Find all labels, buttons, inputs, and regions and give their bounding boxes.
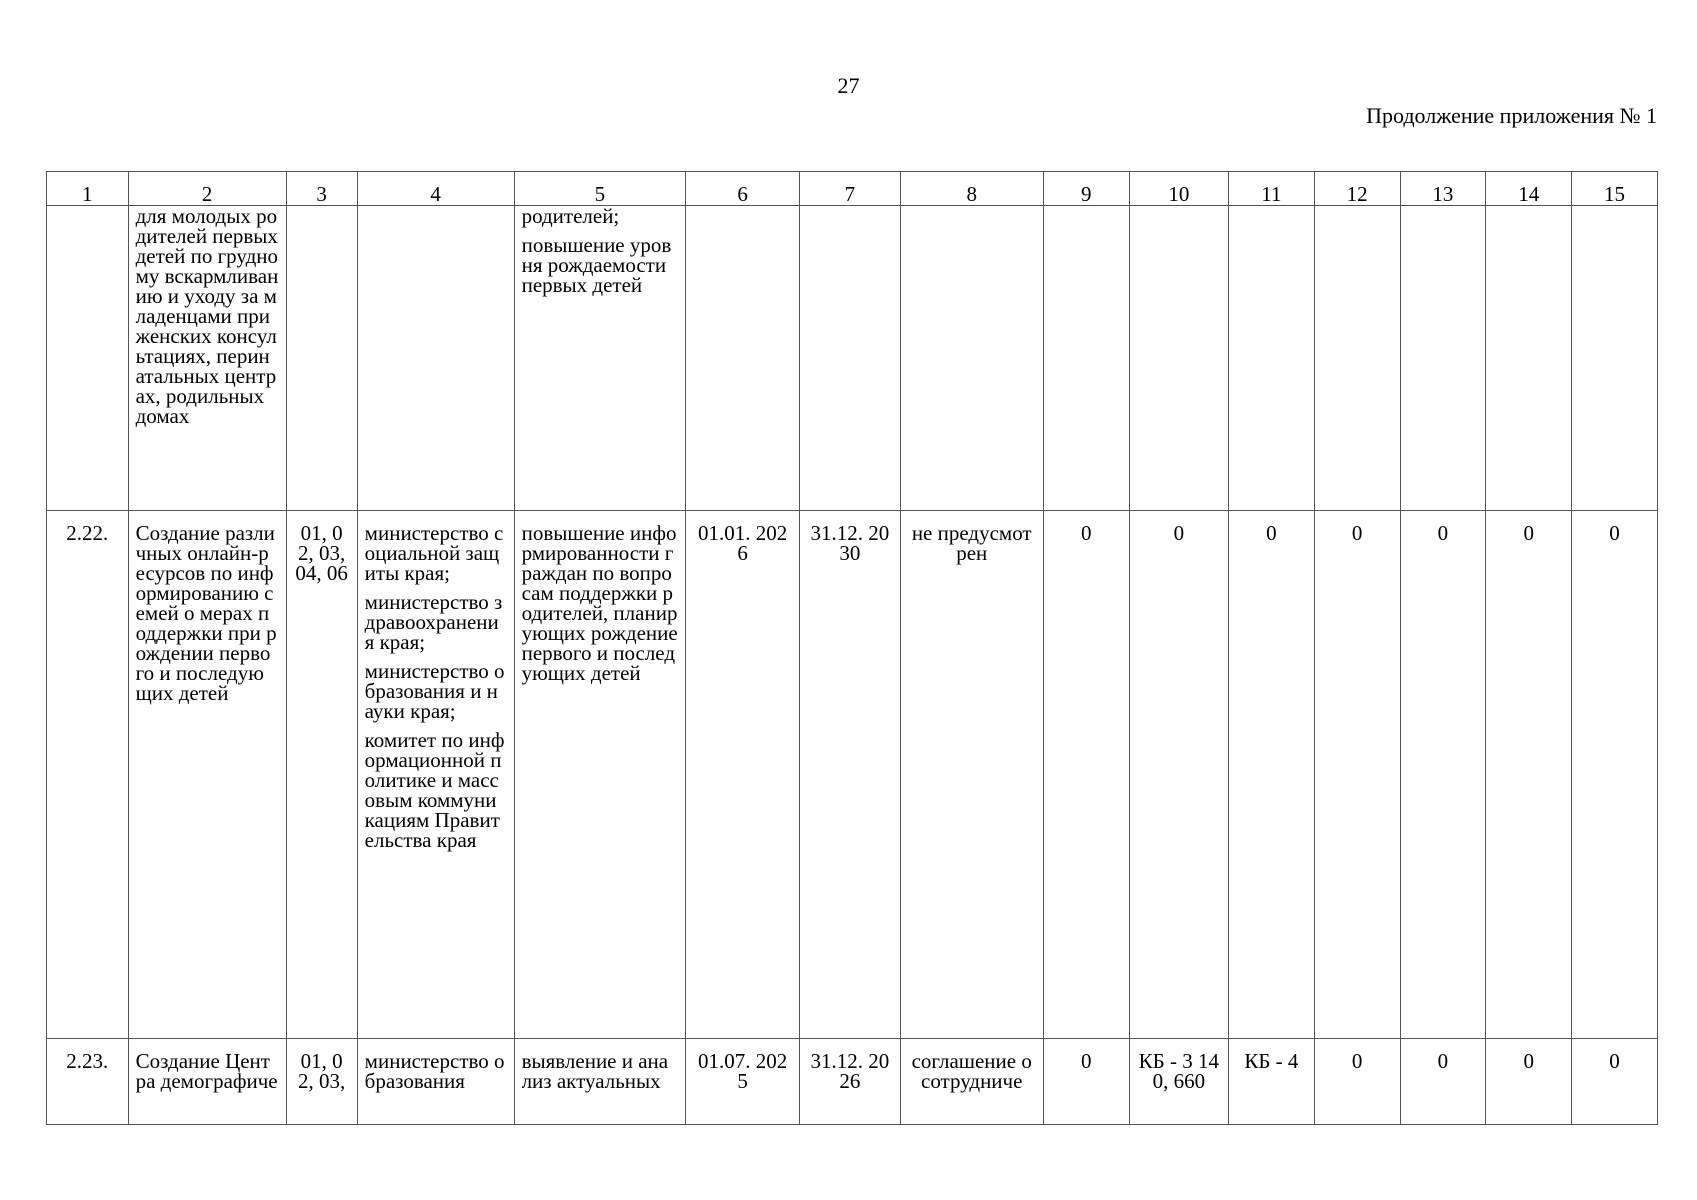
expected-result-cell: [514, 206, 686, 511]
value-cell: 0: [1572, 1039, 1658, 1125]
executor-paragraph: министерство образования: [364, 1049, 505, 1093]
start-date-cell: [686, 206, 800, 511]
start-date-cell: 01.01. 2026: [686, 511, 800, 1039]
value-cell: 0: [1400, 511, 1486, 1039]
task-codes-cell: 01, 02, 03, 04, 06: [286, 511, 357, 1039]
value-cell: [1486, 206, 1572, 511]
header-cell: 11: [1229, 172, 1315, 206]
executor-paragraph: министерство образования и науки края;: [364, 659, 505, 723]
header-cell: 5: [514, 172, 686, 206]
agreement-cell: не предусмотрен: [900, 511, 1043, 1039]
value-cell: [1043, 206, 1129, 511]
measure-name-cell: Создание различных онлайн-ресурсов по информированию семей о мерах поддержки при рождении первого и последующих детей: [128, 511, 286, 1039]
task-codes-cell: 01, 02, 03,: [286, 1039, 357, 1125]
result-paragraph: повышение информированности граждан по вопросам поддержки родителей, планирующих рождение первого и последующих детей: [521, 521, 678, 685]
value-cell: [1400, 206, 1486, 511]
value-cell: [1314, 206, 1400, 511]
item-number-cell: 2.22.: [47, 511, 129, 1039]
value-cell: 0: [1043, 1039, 1129, 1125]
executor-paragraph: комитет по информационной политике и массовым коммуникациям Правительства края: [364, 728, 505, 852]
header-cell: 9: [1043, 172, 1129, 206]
value-cell: 0: [1486, 1039, 1572, 1125]
agreement-cell: соглашение о сотрудниче: [900, 1039, 1043, 1125]
value-cell: 0: [1043, 511, 1129, 1039]
end-date-cell: 31.12. 2026: [800, 1039, 900, 1125]
start-date-cell: 01.07. 2025: [686, 1039, 800, 1125]
column-number-row: [47, 172, 1658, 206]
executors-cell: [357, 1039, 514, 1125]
appendix-continuation-label: Продолжение приложения № 1: [1366, 103, 1657, 128]
item-number-cell: [47, 206, 129, 511]
value-cell: 0: [1229, 511, 1315, 1039]
expected-result-cell: [514, 1039, 686, 1125]
value-cell: [1129, 206, 1228, 511]
header-cell: 6: [686, 172, 800, 206]
table-row: [47, 206, 1658, 511]
header-cell: 4: [357, 172, 514, 206]
executor-paragraph: министерство социальной защиты края;: [364, 521, 504, 585]
table-row: [47, 511, 1658, 1039]
value-cell: [1572, 206, 1658, 511]
measure-name-cell: Создание Центра демографиче: [128, 1039, 286, 1125]
header-cell: 15: [1572, 172, 1658, 206]
page-number: 27: [837, 73, 860, 98]
result-paragraph: выявление и анализ актуальных: [521, 1049, 669, 1093]
table-row: [47, 1039, 1658, 1125]
value-cell: 0: [1129, 511, 1228, 1039]
value-cell: 0: [1314, 511, 1400, 1039]
value-cell: 0: [1314, 1039, 1400, 1125]
item-number-cell: 2.23.: [47, 1039, 129, 1125]
executor-paragraph: министерство здравоохранения края;: [364, 590, 503, 654]
value-cell: 0: [1572, 511, 1658, 1039]
expected-result-cell: [514, 511, 686, 1039]
value-cell: 0: [1486, 511, 1572, 1039]
measure-name-cell: для молодых родителей первых детей по грудному вскармливанию и уходу за младенцами при женских консультациях, перинатальных центрах, родильных домах: [128, 206, 286, 511]
header-cell: 3: [286, 172, 357, 206]
agreement-cell: [900, 206, 1043, 511]
end-date-cell: [800, 206, 900, 511]
result-paragraph: повышение уровня рождаемости первых детей: [521, 233, 672, 297]
task-codes-cell: [286, 206, 357, 511]
header-cell: 7: [800, 172, 900, 206]
header-cell: 1: [47, 172, 129, 206]
header-cell: 12: [1314, 172, 1400, 206]
header-cell: 13: [1400, 172, 1486, 206]
header-cell: 8: [900, 172, 1043, 206]
header-cell: 10: [1129, 172, 1228, 206]
value-cell: КБ - 4: [1229, 1039, 1315, 1125]
executors-cell: [357, 511, 514, 1039]
measures-table: [46, 171, 1658, 1125]
header-cell: 2: [128, 172, 286, 206]
value-cell: 0: [1400, 1039, 1486, 1125]
end-date-cell: 31.12. 2030: [800, 511, 900, 1039]
result-paragraph: родителей;: [521, 205, 620, 228]
header-cell: 14: [1486, 172, 1572, 206]
value-cell: [1229, 206, 1315, 511]
value-cell: КБ - 3 140, 660: [1129, 1039, 1228, 1125]
executors-cell: [357, 206, 514, 511]
